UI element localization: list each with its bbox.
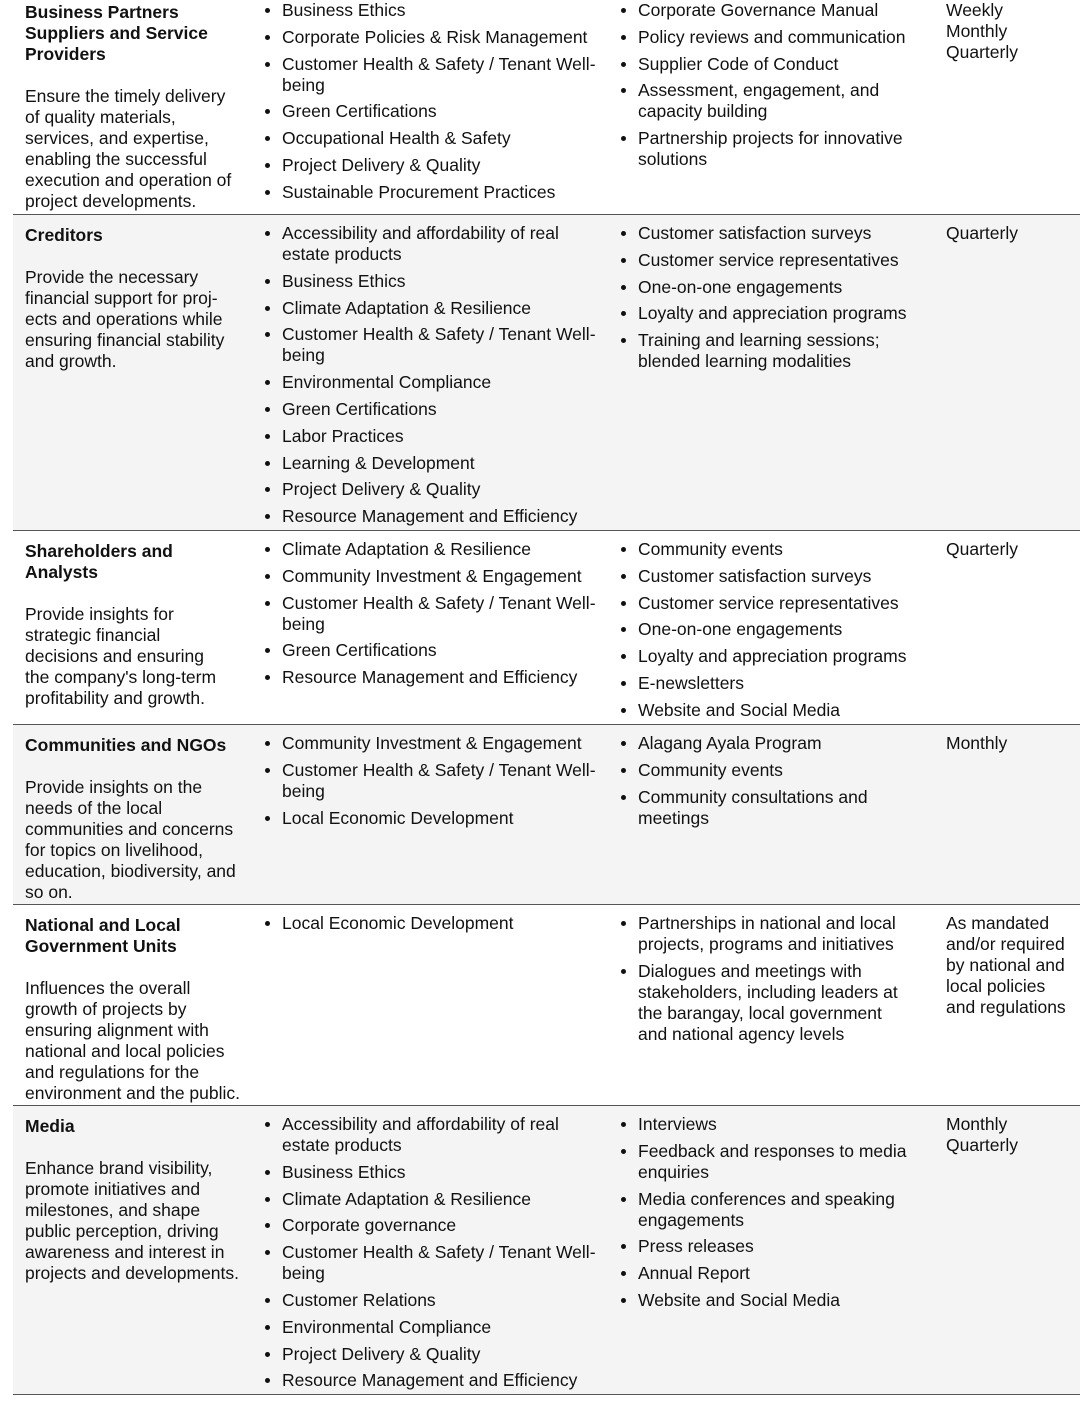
topics-cell [253, 223, 610, 530]
topics-cell [253, 1114, 610, 1394]
frequency-value: Monthly [946, 1114, 1008, 1134]
topics-cell [253, 539, 610, 724]
list-item: Supplier Code of Conduct [610, 54, 940, 75]
list-item: Website and Social Media [610, 700, 940, 721]
list-item: Feedback and responses to media enquiries [610, 1141, 940, 1183]
frequency-value: Quarterly [946, 1135, 1018, 1155]
list-item: Green Certifications [253, 640, 610, 661]
table-row [13, 0, 1080, 215]
list-item: Resource Management and Efficiency [253, 667, 610, 688]
list-item: Interviews [610, 1114, 940, 1135]
list-item: Green Certifications [253, 399, 610, 420]
list-item: Community Investment & Engagement [253, 733, 610, 754]
list-item: Customer service representatives [610, 593, 940, 614]
list-item: Community consultations and meetings [610, 787, 940, 829]
stakeholder-description: Enhance brand visibility, promote initiatives and milestones, and shape public perception, driving awareness and interest in projects and developments. [25, 1158, 240, 1283]
frequency-value: Weekly [946, 0, 1004, 20]
table-row [13, 905, 1080, 1106]
topics-cell [253, 913, 610, 1105]
stakeholder-cell [13, 1114, 253, 1394]
list-item: Policy reviews and communication [610, 27, 940, 48]
methods-cell [610, 223, 940, 530]
list-item: Website and Social Media [610, 1290, 940, 1311]
topics-list [253, 0, 610, 203]
list-item: Annual Report [610, 1263, 940, 1284]
stakeholder-description: Provide the necessary financial support for proj-ects and operations while ensuring financial stability and growth. [25, 267, 225, 371]
stakeholder-description: Provide insights for strategic financial decisions and ensuring the company's long-term profitability and growth. [25, 604, 217, 708]
list-item: Customer satisfaction surveys [610, 223, 940, 244]
stakeholder-cell [13, 0, 253, 214]
topics-cell [253, 733, 610, 904]
methods-list [610, 913, 905, 1045]
list-item: Accessibility and affordability of real estate products [253, 1114, 610, 1156]
list-item: Customer Health & Safety / Tenant Well-being [253, 54, 610, 96]
frequency-cell [940, 0, 1080, 214]
list-item: Environmental Compliance [253, 372, 610, 393]
stakeholder-description: Influences the overall growth of projects by ensuring alignment with national and local policies and regulations for the environment and the public. [25, 978, 240, 1103]
frequency-cell [940, 913, 1080, 1105]
frequency-value: Monthly [946, 21, 1008, 41]
list-item: Community events [610, 539, 940, 560]
stakeholder-cell [13, 223, 253, 530]
list-item: Sustainable Procurement Practices [253, 182, 610, 203]
frequency-cell [940, 733, 1080, 904]
list-item: One-on-one engagements [610, 277, 940, 298]
list-item: Community events [610, 760, 940, 781]
stakeholder-name: Creditors [25, 225, 103, 245]
list-item: Press releases [610, 1236, 940, 1257]
table-row [13, 531, 1080, 725]
list-item: Training and learning sessions; blended learning modalities [610, 330, 940, 372]
methods-cell [610, 1114, 940, 1394]
list-item: Local Economic Development [253, 913, 610, 934]
list-item: Project Delivery & Quality [253, 1344, 610, 1365]
stakeholder-name: Communities and NGOs [25, 735, 227, 755]
table-row [13, 1106, 1080, 1395]
frequency-value: Quarterly [946, 539, 1018, 559]
topics-list [253, 733, 610, 829]
list-item: Project Delivery & Quality [253, 479, 610, 500]
list-item: One-on-one engagements [610, 619, 940, 640]
list-item: Project Delivery & Quality [253, 155, 610, 176]
methods-list [610, 223, 940, 372]
table-row [13, 725, 1080, 905]
stakeholder-description: Provide insights on the needs of the local communities and concerns for topics on livelihood, education, biodiversity, and so on. [25, 777, 236, 902]
list-item: Corporate governance [253, 1215, 610, 1236]
topics-list [253, 1114, 610, 1391]
list-item: Corporate Policies & Risk Management [253, 27, 610, 48]
list-item: Media conferences and speaking engagements [610, 1189, 940, 1231]
list-item: Corporate Governance Manual [610, 0, 940, 21]
list-item: Customer service representatives [610, 250, 940, 271]
methods-list [610, 539, 940, 721]
list-item: Loyalty and appreciation programs [610, 303, 940, 324]
list-item: Community Investment & Engagement [253, 566, 610, 587]
list-item: Customer Relations [253, 1290, 610, 1311]
frequency-cell [940, 223, 1080, 530]
stakeholder-name: Shareholders and Analysts [25, 541, 173, 582]
list-item: Resource Management and Efficiency [253, 1370, 610, 1391]
stakeholder-cell [13, 539, 253, 724]
list-item: Customer satisfaction surveys [610, 566, 940, 587]
topics-cell [253, 0, 610, 214]
list-item: Accessibility and affordability of real estate products [253, 223, 610, 265]
frequency-cell [940, 1114, 1080, 1394]
list-item: Learning & Development [253, 453, 610, 474]
stakeholder-name: National and Local Government Units [25, 915, 181, 956]
list-item: Customer Health & Safety / Tenant Well-being [253, 593, 610, 635]
stakeholder-cell [13, 733, 253, 904]
methods-cell [610, 0, 940, 214]
list-item: Customer Health & Safety / Tenant Well-being [253, 1242, 610, 1284]
methods-cell [610, 733, 940, 904]
stakeholder-name: Media [25, 1116, 75, 1136]
frequency-cell [940, 539, 1080, 724]
list-item: E-newsletters [610, 673, 940, 694]
topics-list [253, 223, 610, 527]
list-item: Green Certifications [253, 101, 610, 122]
list-item: Local Economic Development [253, 808, 610, 829]
list-item: Climate Adaptation & Resilience [253, 298, 610, 319]
list-item: Labor Practices [253, 426, 610, 447]
list-item: Customer Health & Safety / Tenant Well-being [253, 324, 610, 366]
methods-list [610, 733, 940, 829]
stakeholder-cell [13, 913, 253, 1105]
methods-cell [610, 539, 940, 724]
list-item: Dialogues and meetings with stakeholders, including leaders at the barangay, local government and national agency levels [610, 961, 905, 1045]
stakeholder-description: Ensure the timely delivery of quality materials, services, and expertise, enabling the successful execution and operation of project developments. [25, 86, 232, 211]
frequency-value: Quarterly [946, 42, 1018, 62]
list-item: Business Ethics [253, 1162, 610, 1183]
methods-cell [610, 913, 940, 1105]
list-item: Environmental Compliance [253, 1317, 610, 1338]
frequency-value: As mandated and/or required by national and local policies and regulations [946, 913, 1066, 1017]
list-item: Climate Adaptation & Resilience [253, 1189, 610, 1210]
table-row [13, 215, 1080, 531]
topics-list [253, 539, 610, 688]
list-item: Loyalty and appreciation programs [610, 646, 940, 667]
list-item: Alagang Ayala Program [610, 733, 940, 754]
methods-list [610, 1114, 940, 1311]
stakeholder-engagement-table [13, 0, 1080, 1395]
list-item: Climate Adaptation & Resilience [253, 539, 610, 560]
stakeholder-name: Business Partners Suppliers and Service Providers [25, 2, 208, 64]
list-item: Occupational Health & Safety [253, 128, 610, 149]
list-item: Resource Management and Efficiency [253, 506, 610, 527]
methods-list [610, 0, 940, 170]
topics-list [253, 913, 610, 934]
list-item: Business Ethics [253, 271, 610, 292]
list-item: Customer Health & Safety / Tenant Well-being [253, 760, 610, 802]
list-item: Partnership projects for innovative solutions [610, 128, 940, 170]
list-item: Partnerships in national and local projects, programs and initiatives [610, 913, 905, 955]
frequency-value: Quarterly [946, 223, 1018, 243]
frequency-value: Monthly [946, 733, 1008, 753]
list-item: Assessment, engagement, and capacity building [610, 80, 940, 122]
list-item: Business Ethics [253, 0, 610, 21]
